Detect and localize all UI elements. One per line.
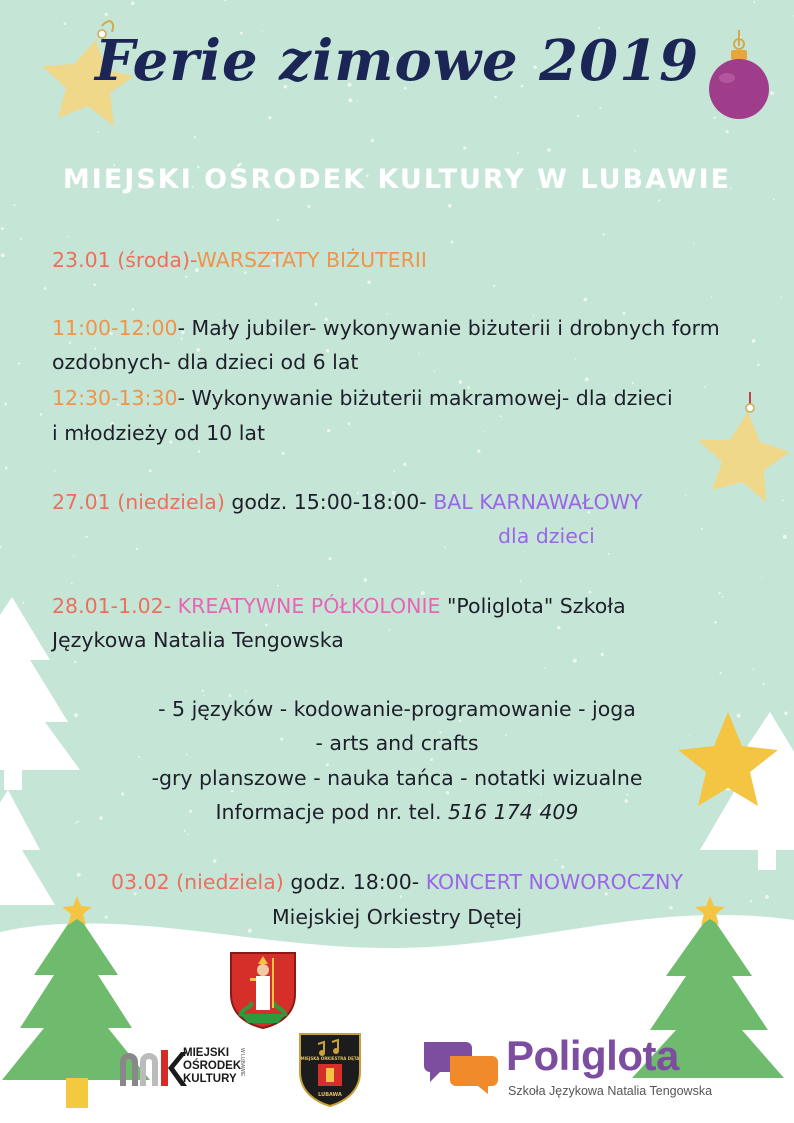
event-3-name: KREATYWNE PÓŁKOLONIE — [171, 594, 441, 618]
event-3-org-cont: Językowa Natalia Tengowska — [52, 628, 344, 652]
event-4-heading — [0, 870, 794, 895]
event-4-time: godz. 18:00- — [283, 870, 420, 894]
event-1-session-2-cont: i młodzieży od 10 lat — [52, 421, 266, 445]
speech-bubbles-icon — [420, 1038, 500, 1092]
mok-logo — [121, 1046, 251, 1090]
poliglota-tagline: Szkoła Językowa Natalia Tengowska — [508, 1084, 713, 1098]
info-label: Informacje pod nr. tel. — [215, 800, 449, 824]
event-1-session-1-cont: ozdobnych- dla dzieci od 6 lat — [52, 350, 359, 374]
event-1-date: 23.01 (środa)- — [52, 248, 197, 272]
mok-side-text: W LUBAWIE — [239, 1048, 245, 1077]
event-2-name-cont: dla dzieci — [498, 524, 595, 548]
event-4-name-cont: Miejskiej Orkiestry Dętej — [271, 905, 523, 929]
event-3-org: "Poliglota" Szkoła — [440, 594, 626, 618]
page-title: Ferie zimowe 2019 — [94, 28, 700, 94]
event-2-name: BAL KARNAWAŁOWY — [426, 490, 643, 514]
event-3-info — [0, 800, 794, 825]
event-1-session-2 — [52, 386, 673, 411]
session-1-time: 11:00-12:00 — [52, 316, 178, 340]
session-2-text: - Wykonywanie biżuterii makramowej- dla dzieci — [177, 386, 673, 410]
event-3-list-1: - 5 języków - kodowanie-programowanie - joga — [158, 697, 636, 721]
poliglota-name: Poliglota — [506, 1032, 679, 1079]
event-1-session-1 — [52, 316, 720, 341]
session-2-time: 12:30-13:30 — [52, 386, 178, 410]
orchestra-bottom-text: LUBAWA — [318, 1092, 342, 1098]
poliglota-logo — [420, 1032, 740, 1102]
event-1-heading — [52, 248, 427, 273]
phone-number[interactable]: 516 174 409 — [448, 800, 579, 824]
mok-line-1: MIEJSKI — [183, 1047, 230, 1059]
event-4-name: KONCERT NOWOROCZNY — [419, 870, 684, 894]
event-3-list-3: -gry planszowe - nauka tańca - notatki wizualne — [151, 766, 643, 790]
event-3-heading — [52, 594, 626, 619]
event-4-date: 03.02 (niedziela) — [110, 870, 284, 894]
event-2-time: godz. 15:00-18:00- — [224, 490, 427, 514]
mok-line-3: KULTURY — [183, 1073, 237, 1085]
orchestra-top-text: MIEJSKA ORKIESTRA DĘTA — [300, 1056, 360, 1061]
orchestra-badge — [298, 1030, 362, 1106]
event-2-heading — [52, 490, 642, 515]
event-3-date: 28.01-1.02- — [52, 594, 172, 618]
event-1-name: WARSZTATY BIŻUTERII — [196, 248, 427, 272]
event-3-list-2: - arts and crafts — [315, 731, 479, 755]
mok-logo-mark — [121, 1046, 187, 1090]
session-1-text: - Mały jubiler- wykonywanie biżuterii i drobnych form — [177, 316, 720, 340]
event-2-date: 27.01 (niedziela) — [52, 490, 225, 514]
lubawa-coat-of-arms — [228, 950, 298, 1030]
mok-line-2: OŚRODEK — [183, 1060, 242, 1072]
page-subtitle: MIEJSKI OŚRODEK KULTURY W LUBAWIE — [62, 164, 732, 195]
